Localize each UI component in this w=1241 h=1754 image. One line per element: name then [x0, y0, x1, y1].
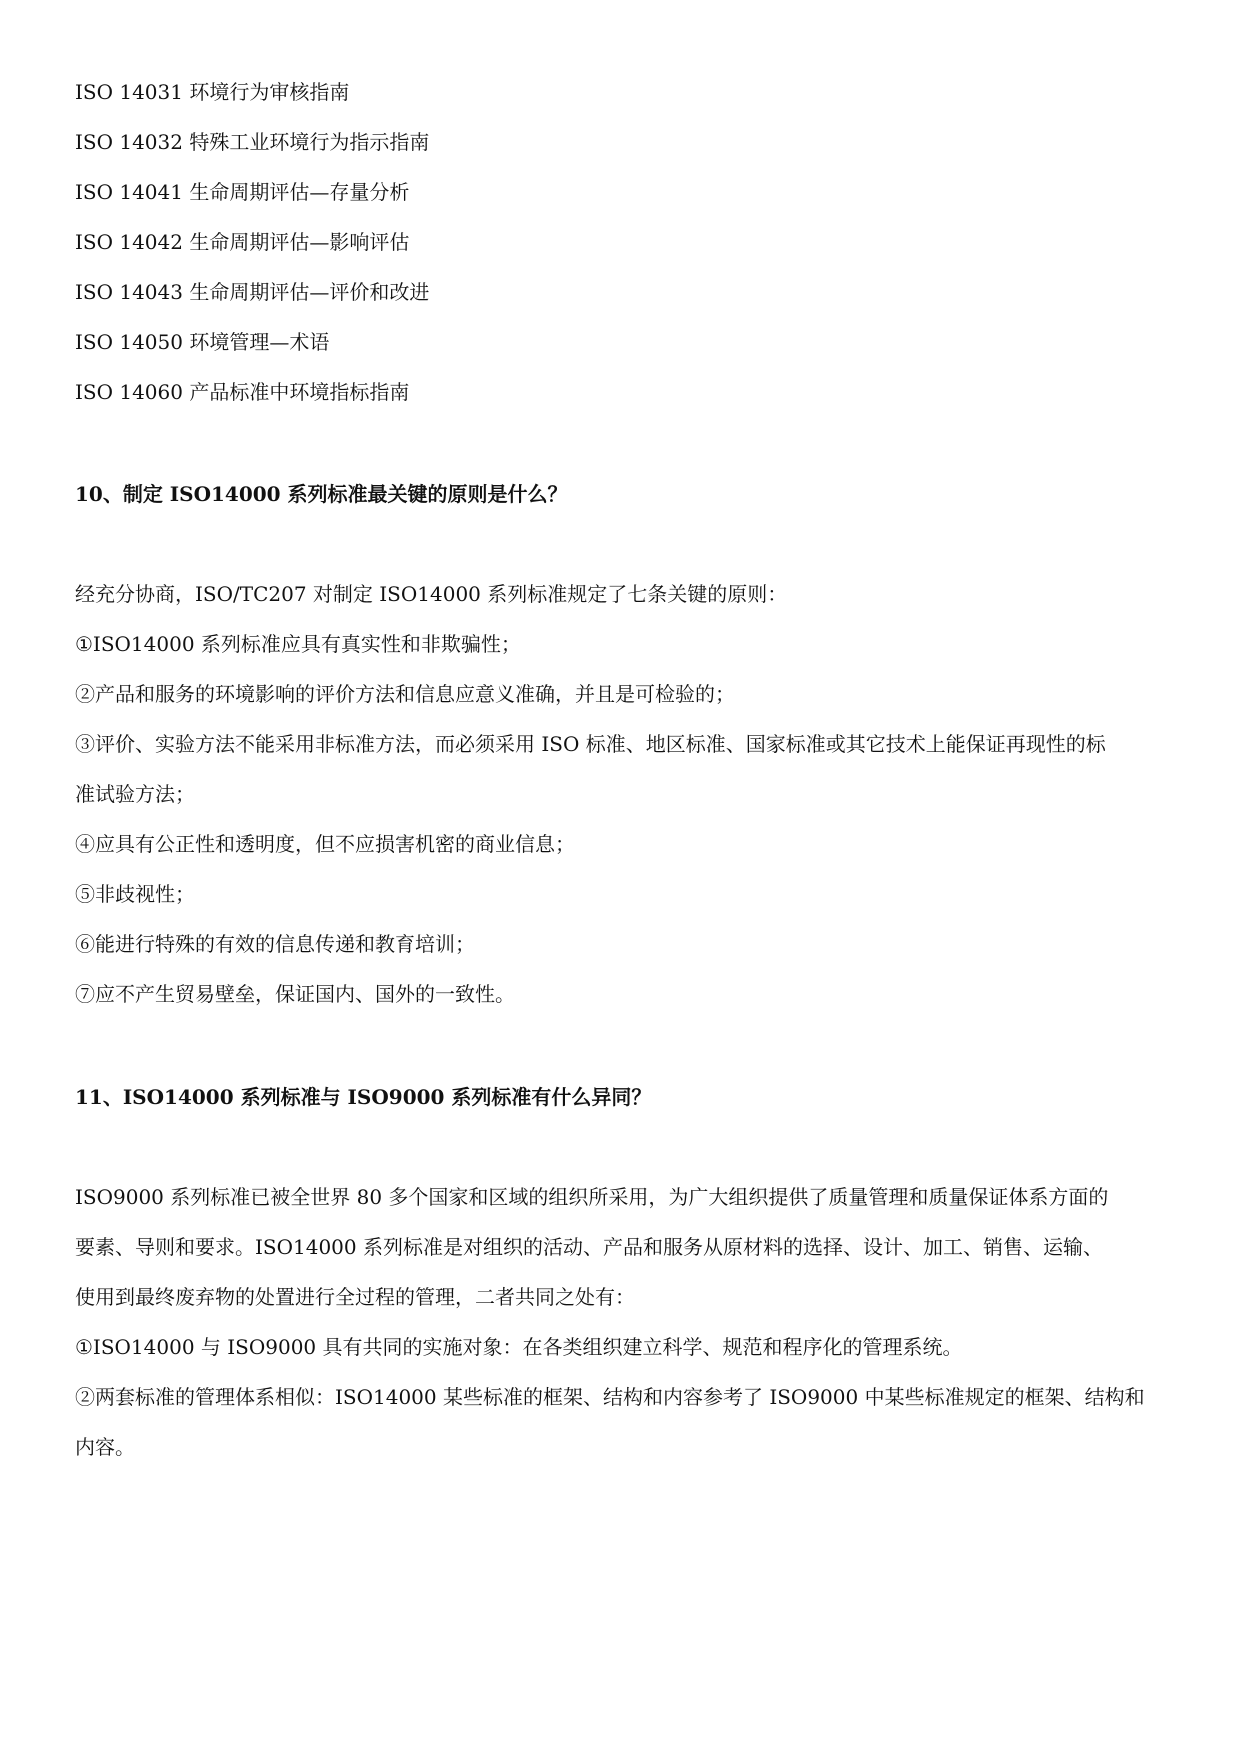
- standard-item: ISO 14042 生命周期评估—影响评估: [75, 230, 410, 254]
- q11-point-1: ①ISO14000 与 ISO9000 具有共同的实施对象：在各类组织建立科学、规范和程序化的管理系统。: [75, 1335, 963, 1359]
- section-heading-q11: 11、ISO14000 系列标准与 ISO9000 系列标准有什么异同？: [75, 1085, 652, 1109]
- q11-intro-line-2: 要素、导则和要求。ISO14000 系列标准是对组织的活动、产品和服务从原材料的选择、设计、加工、销售、运输、: [75, 1235, 1103, 1259]
- q11-point-2-cont: 内容。: [75, 1435, 135, 1459]
- q10-principle-6: ⑥能进行特殊的有效的信息传递和教育培训；: [75, 932, 475, 956]
- q10-principle-4: ④应具有公正性和透明度，但不应损害机密的商业信息；: [75, 832, 575, 856]
- q10-intro: 经充分协商，ISO/TC207 对制定 ISO14000 系列标准规定了七条关键的原则：: [75, 582, 788, 606]
- q11-intro-line-1: ISO9000 系列标准已被全世界 80 多个国家和区域的组织所采用，为广大组织提供了质量管理和质量保证体系方面的: [75, 1185, 1109, 1209]
- standard-item: ISO 14041 生命周期评估—存量分析: [75, 180, 410, 204]
- q10-principle-7: ⑦应不产生贸易壁垒，保证国内、国外的一致性。: [75, 982, 515, 1006]
- q11-point-2: ②两套标准的管理体系相似：ISO14000 某些标准的框架、结构和内容参考了 ISO9000 中某些标准规定的框架、结构和: [75, 1385, 1145, 1409]
- q10-principle-3: ③评价、实验方法不能采用非标准方法，而必须采用 ISO 标准、地区标准、国家标准或其它技术上能保证再现性的标: [75, 732, 1106, 756]
- q10-principle-1: ①ISO14000 系列标准应具有真实性和非欺骗性；: [75, 632, 521, 656]
- standard-item: ISO 14032 特殊工业环境行为指示指南: [75, 130, 430, 154]
- q10-principle-2: ②产品和服务的环境影响的评价方法和信息应意义准确，并且是可检验的；: [75, 682, 735, 706]
- standard-item: ISO 14043 生命周期评估—评价和改进: [75, 280, 430, 304]
- standard-item: ISO 14031 环境行为审核指南: [75, 80, 350, 104]
- q11-intro-line-3: 使用到最终废弃物的处置进行全过程的管理，二者共同之处有：: [75, 1285, 635, 1309]
- standard-item: ISO 14060 产品标准中环境指标指南: [75, 380, 410, 404]
- standard-item: ISO 14050 环境管理—术语: [75, 330, 330, 354]
- section-heading-q10: 10、制定 ISO14000 系列标准最关键的原则是什么？: [75, 482, 568, 506]
- q10-principle-3-cont: 准试验方法；: [75, 782, 195, 806]
- q10-principle-5: ⑤非歧视性；: [75, 882, 195, 906]
